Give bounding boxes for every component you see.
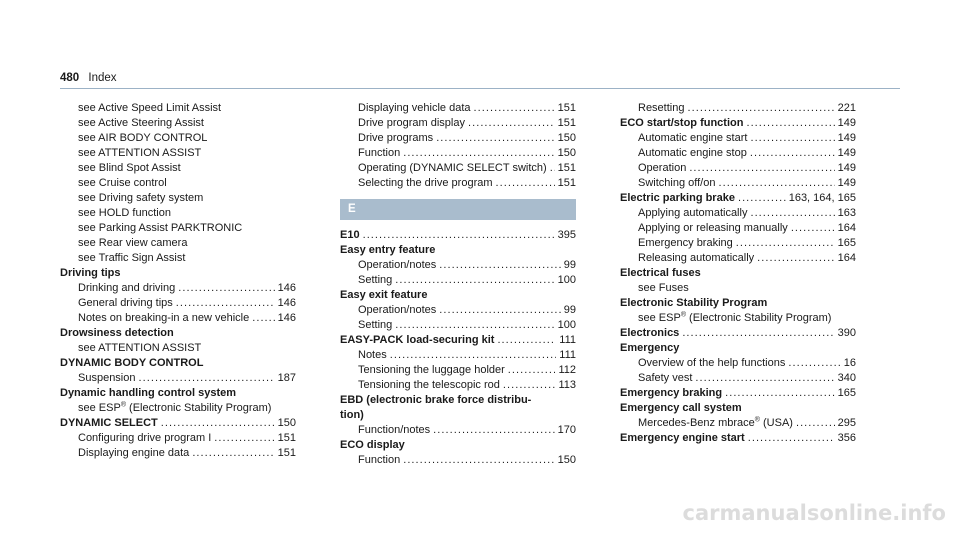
entry-label: Electronic Stability Program: [620, 297, 768, 309]
entry-label: Suspension: [78, 372, 136, 384]
leader-dots: [395, 318, 554, 333]
entry-label: Function/notes: [358, 424, 431, 436]
leader-dots: [161, 416, 275, 431]
entry-label: Safety vest: [638, 372, 693, 384]
leader-dots: [503, 378, 556, 393]
leader-dots: [788, 356, 840, 371]
entry-label: Releasing automatically: [638, 252, 755, 264]
index-subentry[interactable]: [620, 251, 856, 266]
index-subentry: [60, 221, 296, 236]
entry-label: Easy exit feature: [340, 289, 428, 301]
entry-label: see Cruise control: [78, 177, 167, 189]
registered-mark: ®: [754, 416, 760, 424]
leader-dots: [738, 191, 786, 206]
leader-dots: [390, 348, 557, 363]
section-title: Index: [88, 72, 117, 84]
leader-dots: [682, 326, 834, 341]
entry-label: see Parking Assist PARKTRONIC: [78, 222, 243, 234]
leader-dots: [550, 161, 555, 176]
page-ref[interactable]: 16: [843, 357, 856, 369]
leader-dots: [689, 161, 834, 176]
section-letter: E: [340, 199, 576, 220]
page-ref[interactable]: 164: [837, 222, 856, 234]
leader-dots: [750, 146, 835, 161]
page-number: 480: [60, 72, 80, 84]
page-ref[interactable]: 295: [837, 417, 856, 429]
index-subentry[interactable]: [620, 416, 856, 431]
index-subentry: [60, 251, 296, 266]
index-subentry[interactable]: [60, 431, 296, 446]
leader-dots: [750, 206, 834, 221]
leader-dots: [395, 273, 554, 288]
leader-dots: [214, 431, 274, 446]
index-subentry[interactable]: [620, 101, 856, 116]
page-ref[interactable]: 99: [563, 304, 576, 316]
entry-label: see Rear view camera: [78, 237, 188, 249]
index-subentry[interactable]: [340, 116, 576, 131]
entry-label: ECO display: [340, 439, 405, 451]
page-ref[interactable]: 151: [277, 447, 296, 459]
index-subentry[interactable]: [60, 281, 296, 296]
leader-dots: [750, 131, 834, 146]
entry-label: Applying or releasing manually: [638, 222, 788, 234]
page-ref[interactable]: 112: [558, 364, 576, 376]
page-ref[interactable]: 146: [277, 312, 296, 324]
entry-label: Mercedes-Benz mbrace® (USA): [638, 416, 793, 429]
leader-dots: [725, 386, 835, 401]
entry-label: see Active Speed Limit Assist: [78, 102, 222, 114]
entry-label: Tensioning the luggage holder: [358, 364, 505, 376]
index-heading: [340, 393, 576, 408]
entry-label: see Active Steering Assist: [78, 117, 204, 129]
leader-dots: [796, 416, 835, 431]
index-heading[interactable]: [340, 228, 576, 243]
index-subentry[interactable]: [620, 131, 856, 146]
entry-label: Function: [358, 147, 401, 159]
page-ref[interactable]: 113: [558, 379, 576, 391]
index-subentry[interactable]: [60, 296, 296, 311]
index-heading: [340, 288, 576, 303]
entry-label: Displaying engine data: [78, 447, 190, 459]
page-ref[interactable]: 151: [557, 117, 576, 129]
entry-label: Notes: [358, 349, 387, 361]
entry-label: General driving tips: [78, 297, 173, 309]
index-heading: [620, 296, 856, 311]
entry-label: EASY-PACK load-securing kit: [340, 334, 495, 346]
page-ref[interactable]: 151: [277, 432, 296, 444]
entry-label: Applying automatically: [638, 207, 748, 219]
index-subentry: [620, 311, 856, 326]
index-subentry: [60, 176, 296, 191]
leader-dots: [176, 296, 275, 311]
index-subentry[interactable]: [620, 176, 856, 191]
index-subentry[interactable]: [620, 206, 856, 221]
index-subentry[interactable]: [620, 236, 856, 251]
entry-label: see ESP® (Electronic Stability Program): [78, 401, 272, 414]
leader-dots: [748, 431, 835, 446]
index-subentry[interactable]: [340, 363, 576, 378]
index-subentry[interactable]: [60, 311, 296, 326]
index-subentry[interactable]: [340, 101, 576, 116]
entry-label: E10: [340, 229, 360, 241]
index-subentry[interactable]: [60, 371, 296, 386]
page-ref[interactable]: 395: [557, 229, 576, 241]
entry-label: tion): [340, 409, 364, 421]
index-heading[interactable]: [60, 416, 296, 431]
leader-dots: [439, 303, 560, 318]
leader-dots: [474, 101, 555, 116]
page-ref[interactable]: 100: [557, 319, 576, 331]
leader-dots: [192, 446, 274, 461]
entry-label: Setting: [358, 274, 393, 286]
entry-label: EBD (electronic brake force distribu-: [340, 394, 532, 406]
index-subentry: [620, 281, 856, 296]
entry-label: Switching off/on: [638, 177, 716, 189]
page-ref[interactable]: 149: [837, 132, 856, 144]
entry-label: see ESP® (Electronic Stability Program): [638, 311, 832, 324]
index-column-2: [340, 101, 576, 468]
entry-label: Function: [358, 454, 401, 466]
index-heading: [340, 243, 576, 258]
index-subentry[interactable]: [340, 176, 576, 191]
page-ref[interactable]: 356: [837, 432, 856, 444]
entry-label: Operation/notes: [358, 259, 437, 271]
leader-dots: [363, 228, 555, 243]
entry-label: Emergency call system: [620, 402, 742, 414]
index-subentry: [60, 101, 296, 116]
page-ref[interactable]: 340: [837, 372, 856, 384]
index-column-3: [620, 101, 856, 446]
leader-dots: [468, 116, 555, 131]
index-heading: [620, 266, 856, 281]
entry-label: Automatic engine start: [638, 132, 748, 144]
page-ref[interactable]: 146: [277, 297, 296, 309]
entry-label: Automatic engine stop: [638, 147, 747, 159]
page-ref[interactable]: 149: [837, 177, 856, 189]
index-subentry[interactable]: [620, 356, 856, 371]
entry-label: Drive programs: [358, 132, 434, 144]
page-ref[interactable]: 165: [837, 237, 856, 249]
leader-dots: [436, 131, 554, 146]
leader-dots: [252, 311, 274, 326]
entry-label: Configuring drive program I: [78, 432, 212, 444]
index-heading: [60, 326, 296, 341]
page-ref[interactable]: 150: [557, 132, 576, 144]
page-ref[interactable]: 149: [837, 162, 856, 174]
entry-label: Easy entry feature: [340, 244, 436, 256]
page-ref[interactable]: 149: [837, 117, 856, 129]
entry-label: Electronics: [620, 327, 680, 339]
index-subentry[interactable]: [340, 258, 576, 273]
page-ref[interactable]: 390: [837, 327, 856, 339]
index-subentry[interactable]: [620, 221, 856, 236]
entry-label: DYNAMIC BODY CONTROL: [60, 357, 204, 369]
page-ref[interactable]: 150: [557, 147, 576, 159]
leader-dots: [439, 258, 560, 273]
entry-label: Displaying vehicle data: [358, 102, 471, 114]
index-heading[interactable]: [620, 431, 856, 446]
entry-label: Operation/notes: [358, 304, 437, 316]
index-heading: [620, 401, 856, 416]
entry-label: Electric parking brake: [620, 192, 735, 204]
registered-mark: ®: [120, 401, 126, 409]
index-heading: [60, 386, 296, 401]
leader-dots: [718, 176, 834, 191]
page-ref[interactable]: 163, 164, 165: [788, 192, 856, 204]
page-ref[interactable]: 149: [837, 147, 856, 159]
header-rule: [60, 88, 900, 89]
page-ref[interactable]: 151: [557, 177, 576, 189]
page-ref[interactable]: 151: [557, 102, 576, 114]
entry-label: Notes on breaking-in a new vehicle: [78, 312, 250, 324]
page-ref[interactable]: 111: [559, 334, 576, 346]
leader-dots: [746, 116, 834, 131]
index-heading: [60, 356, 296, 371]
entry-label: Emergency braking: [620, 387, 723, 399]
index-subentry: [60, 191, 296, 206]
index-subentry[interactable]: [340, 131, 576, 146]
watermark: carmanualsonline.info: [682, 501, 946, 525]
leader-dots: [687, 101, 834, 116]
index-heading[interactable]: [620, 386, 856, 401]
entry-label: Tensioning the telescopic rod: [358, 379, 500, 391]
page-ref[interactable]: 100: [557, 274, 576, 286]
index-heading[interactable]: [620, 116, 856, 131]
index-heading: [340, 438, 576, 453]
index-subentry[interactable]: [340, 318, 576, 333]
page-ref[interactable]: 151: [557, 162, 576, 174]
entry-label: Drinking and driving: [78, 282, 176, 294]
page-ref[interactable]: 150: [277, 417, 296, 429]
leader-dots: [695, 371, 834, 386]
index-subentry[interactable]: [340, 423, 576, 438]
entry-label: see Fuses: [638, 282, 689, 294]
entry-label: see ATTENTION ASSIST: [78, 342, 202, 354]
index-subentry[interactable]: [340, 348, 576, 363]
entry-label: see Traffic Sign Assist: [78, 252, 186, 264]
index-subentry[interactable]: [340, 161, 576, 176]
entry-label: Operating (DYNAMIC SELECT switch): [358, 162, 547, 174]
index-subentry: [60, 161, 296, 176]
leader-dots: [178, 281, 274, 296]
leader-dots: [736, 236, 835, 251]
index-subentry: [60, 236, 296, 251]
index-heading: [620, 341, 856, 356]
index-heading[interactable]: [340, 333, 576, 348]
entry-label: Driving tips: [60, 267, 121, 279]
entry-label: Selecting the drive program: [358, 177, 493, 189]
entry-label: see Blind Spot Assist: [78, 162, 181, 174]
leader-dots: [757, 251, 834, 266]
index-subentry: [60, 146, 296, 161]
index-heading[interactable]: [620, 326, 856, 341]
entry-label: ECO start/stop function: [620, 117, 744, 129]
entry-label: Resetting: [638, 102, 685, 114]
entry-label: Emergency engine start: [620, 432, 745, 444]
entry-label: Drowsiness detection: [60, 327, 174, 339]
page-ref[interactable]: 165: [837, 387, 856, 399]
entry-label: Electrical fuses: [620, 267, 701, 279]
entry-label: Drive program display: [358, 117, 465, 129]
index-subentry[interactable]: [340, 453, 576, 468]
index-subentry[interactable]: [620, 161, 856, 176]
page-ref[interactable]: 111: [559, 349, 576, 361]
leader-dots: [496, 176, 555, 191]
page-header: [60, 71, 117, 85]
index-subentry[interactable]: [340, 273, 576, 288]
leader-dots: [508, 363, 556, 378]
page-ref[interactable]: 163: [837, 207, 856, 219]
index-subentry[interactable]: [340, 378, 576, 393]
leader-dots: [403, 146, 554, 161]
page-ref[interactable]: 146: [277, 282, 296, 294]
index-heading[interactable]: [620, 191, 856, 206]
page-ref[interactable]: 164: [837, 252, 856, 264]
entry-label: Emergency braking: [638, 237, 733, 249]
index-heading: [60, 266, 296, 281]
leader-dots: [433, 423, 554, 438]
index-subentry: [60, 131, 296, 146]
index-subentry[interactable]: [60, 446, 296, 461]
entry-label: see Driving safety system: [78, 192, 204, 204]
page-ref[interactable]: 170: [557, 424, 576, 436]
index-subentry: [60, 341, 296, 356]
index-subentry[interactable]: [620, 146, 856, 161]
leader-dots: [791, 221, 835, 236]
leader-dots: [497, 333, 556, 348]
index-column-1: [60, 101, 296, 461]
leader-dots: [139, 371, 275, 386]
page-ref[interactable]: 187: [277, 372, 296, 384]
page-ref[interactable]: 99: [563, 259, 576, 271]
entry-label: see ATTENTION ASSIST: [78, 147, 202, 159]
index-subentry: [60, 206, 296, 221]
entry-label: Setting: [358, 319, 393, 331]
page-ref[interactable]: 150: [557, 454, 576, 466]
entry-label: DYNAMIC SELECT: [60, 417, 158, 429]
index-subentry[interactable]: [340, 146, 576, 161]
index-heading: [340, 408, 576, 423]
index-subentry: [60, 116, 296, 131]
leader-dots: [403, 453, 554, 468]
page-ref[interactable]: 221: [837, 102, 856, 114]
registered-mark: ®: [680, 311, 686, 319]
entry-label: Emergency: [620, 342, 680, 354]
index-subentry[interactable]: [620, 371, 856, 386]
entry-label: Operation: [638, 162, 687, 174]
index-subentry[interactable]: [340, 303, 576, 318]
entry-label: see AIR BODY CONTROL: [78, 132, 208, 144]
index-subentry: [60, 401, 296, 416]
entry-label: Dynamic handling control system: [60, 387, 237, 399]
entry-label: see HOLD function: [78, 207, 171, 219]
entry-label: Overview of the help functions: [638, 357, 786, 369]
